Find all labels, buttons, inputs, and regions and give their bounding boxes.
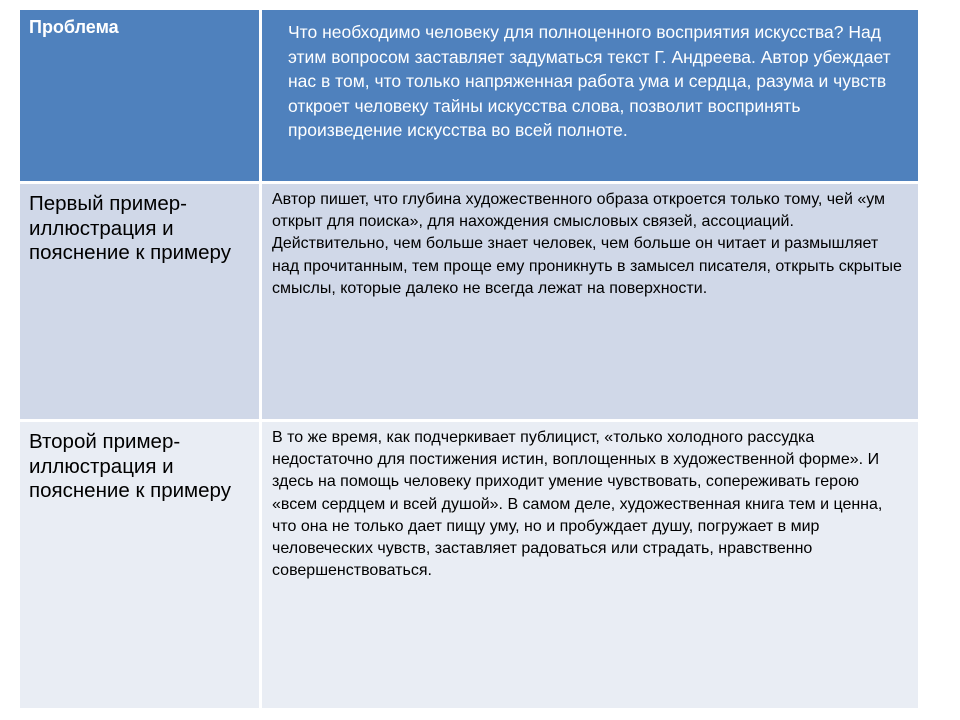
problem-text: Что необходимо человеку для полноценного восприятия искусства? Над этим вопросом заставляет задуматься текст Г. Андреева. Автор убеждает нас в том, что только напряженная работа ума и сердца, разума и чувств откроет человеку тайны искусства слова, позволит воспринять произведение искусства во всей полноте. xyxy=(288,22,891,140)
essay-table xyxy=(20,10,918,708)
row2-label-cell xyxy=(20,422,259,708)
header-label: Проблема xyxy=(29,17,119,37)
row2-text: В то же время, как подчеркивает публицист, «только холодного рассудка недостаточно для постижения истин, воплощенных в художественной форме». И здесь на помощь человеку приходит умение чувствовать, сопереживать герою «всем сердцем и всей душой». В самом деле, художественная книга тем и ценна, что она не только дает пищу уму, но и пробуждает душу, погружает в мир человеческих чувств, заставляет радоваться или страдать, нравственно совершенствоваться. xyxy=(272,429,883,580)
row2-text-cell xyxy=(262,422,918,708)
row1-label: Первый пример-иллюстрация и пояснение к примеру xyxy=(29,192,231,264)
header-label-cell xyxy=(20,10,259,181)
header-text-cell xyxy=(262,10,918,181)
problem-text-block xyxy=(262,10,918,143)
row1-text: Автор пишет, что глубина художественного образа откроется только тому, чей «ум открыт для поиска», для нахождения смысловых связей, ассоциаций. Действительно, чем больше знает человек, чем больше он читает и размышляет над прочитанным, тем проще ему проникнуть в замысел писателя, открыть скрытые смыслы, которые далеко не всегда лежат на поверхности. xyxy=(272,191,902,297)
row1-label-cell xyxy=(20,184,259,419)
row1-text-cell xyxy=(262,184,918,419)
row2-label: Второй пример-иллюстрация и пояснение к примеру xyxy=(29,430,231,502)
